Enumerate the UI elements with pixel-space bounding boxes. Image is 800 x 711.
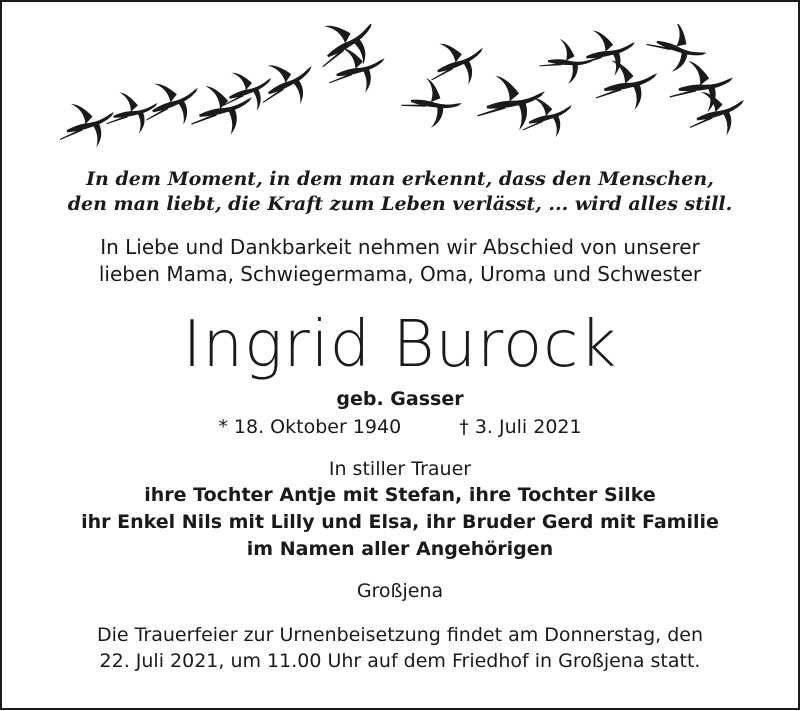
birth-date: * 18. Oktober 1940 — [218, 416, 402, 438]
mourners-line-3: im Namen aller Angehörigen — [246, 538, 554, 560]
place: Großjena — [356, 580, 444, 602]
intro-line-2: lieben Mama, Schwiegermama, Oma, Uroma und Schwester — [98, 262, 702, 286]
life-dates — [0, 416, 800, 438]
ceremony-line-2: 22. Juli 2021, um 11.00 Uhr auf dem Friedhof in Großjena statt. — [99, 650, 701, 672]
quote-line-2: den man liebt, die Kraft zum Leben verlässt, ... wird alles still. — [67, 193, 733, 215]
deceased-name: Ingrid Burock — [182, 308, 618, 382]
mourners-heading: In stiller Trauer — [328, 458, 472, 480]
mourners-line-2: ihr Enkel Nils mit Lilly und Elsa, ihr Bruder Gerd mit Familie — [81, 511, 719, 533]
death-date: † 3. Juli 2021 — [459, 416, 582, 438]
mourners-line-1: ihre Tochter Antje mit Stefan, ihre Tochter Silke — [144, 484, 656, 506]
quote-line-1: In dem Moment, in dem man erkennt, dass den Menschen, — [86, 168, 714, 190]
intro-line-1: In Liebe und Dankbarkeit nehmen wir Abschied von unserer — [100, 235, 700, 259]
ceremony-line-1: Die Trauerfeier zur Urnenbeisetzung findet am Donnerstag, den — [96, 624, 704, 646]
flying-birds-icon — [60, 24, 750, 154]
maiden-name: geb. Gasser — [336, 388, 464, 410]
